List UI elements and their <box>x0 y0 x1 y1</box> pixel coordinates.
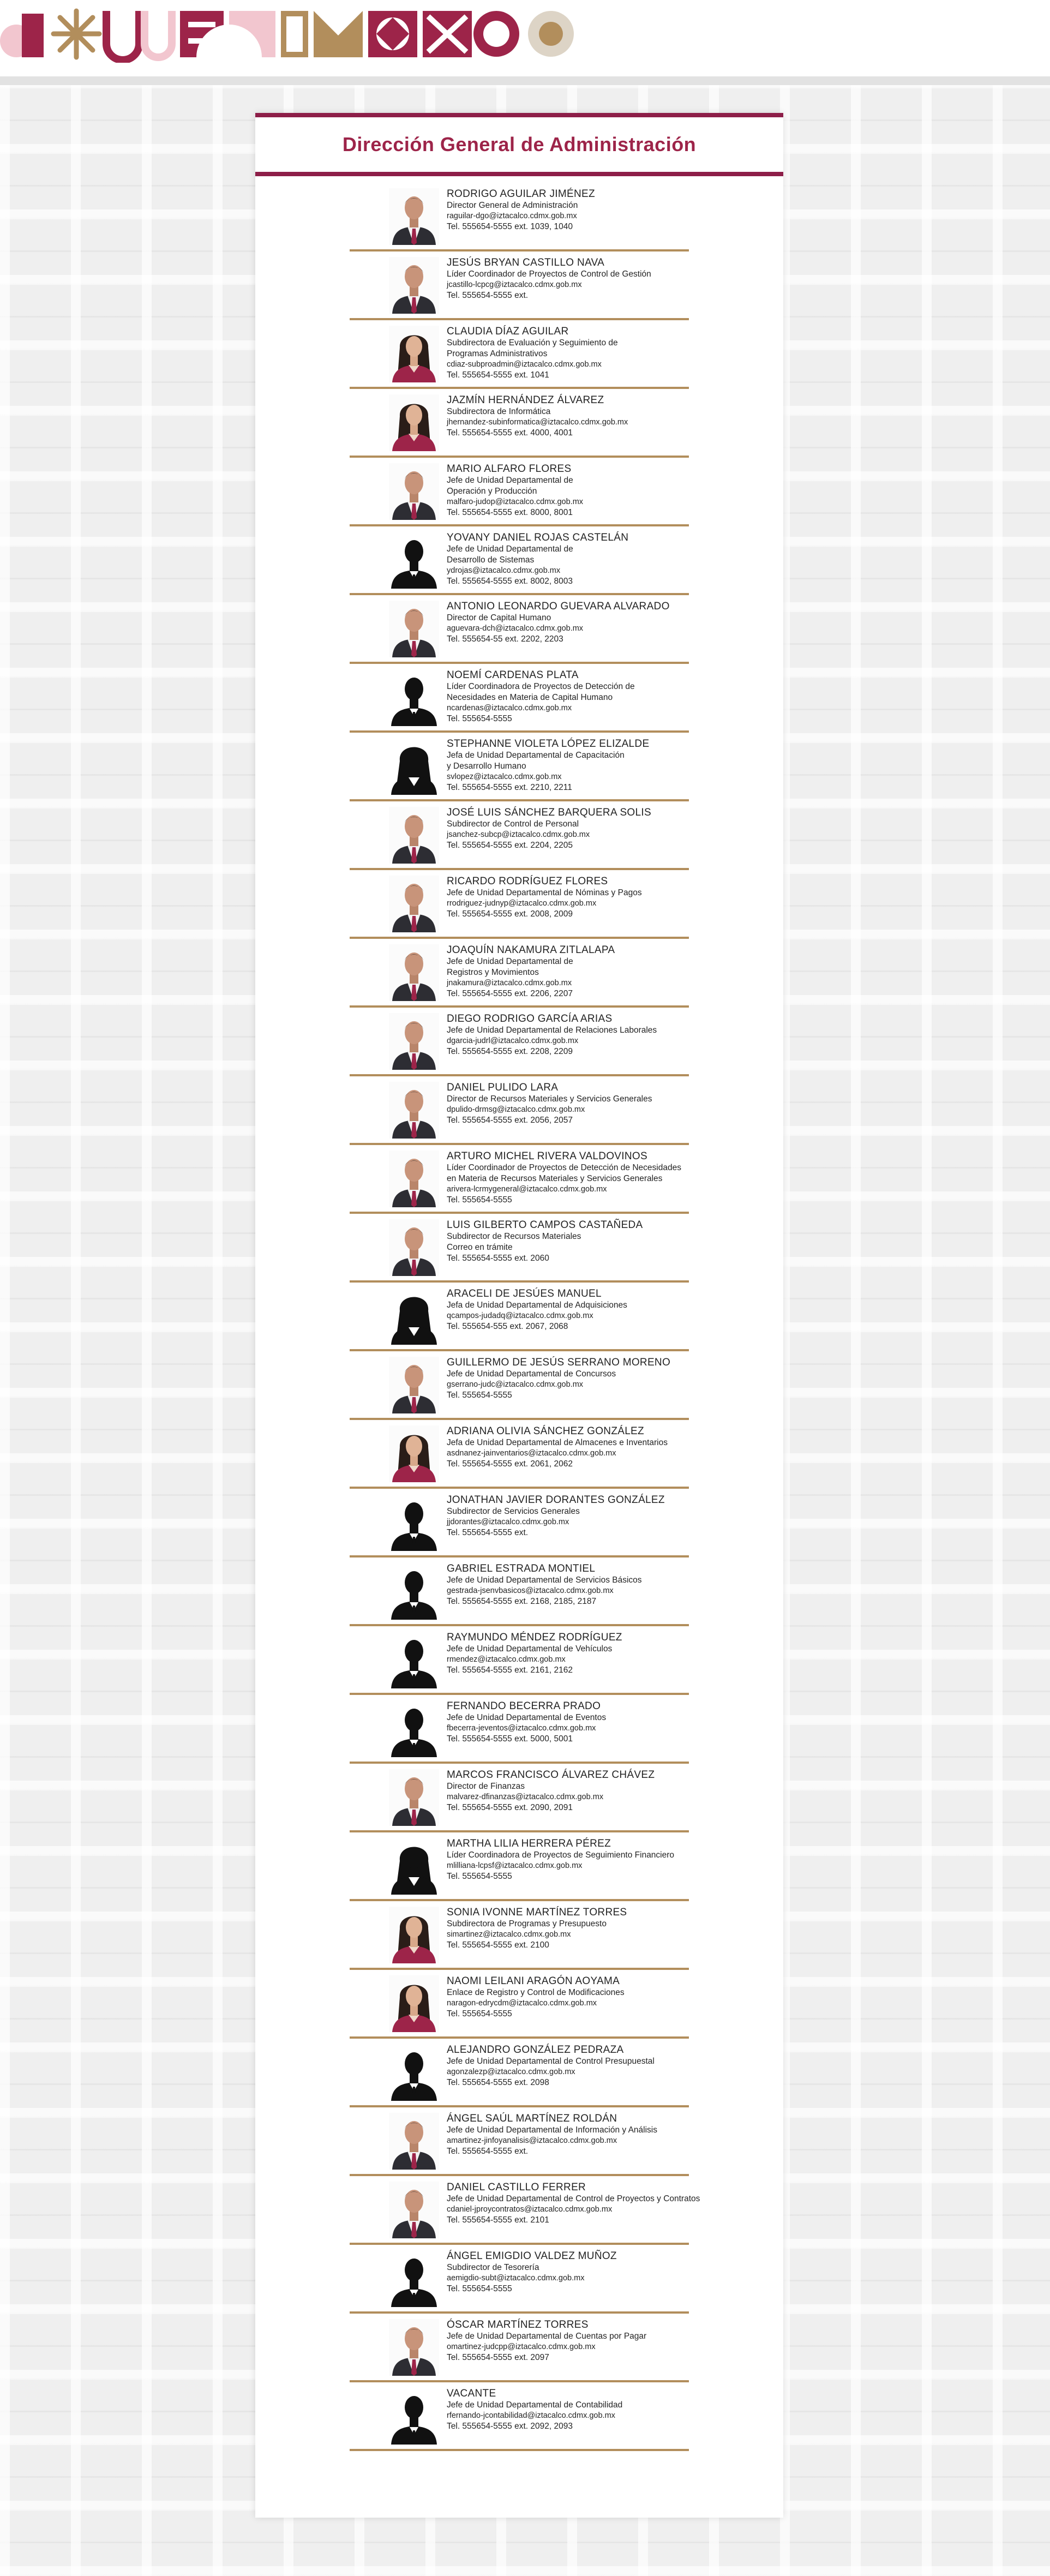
staff-position: Líder Coordinador de Proyectos de Detección de Necesidades <box>447 1163 681 1172</box>
staff-name: GABRIEL ESTRADA MONTIEL <box>447 1563 596 1574</box>
directory-panel <box>255 113 783 2518</box>
staff-info <box>447 1288 689 1332</box>
staff-position: Correo en trámite <box>447 1243 513 1252</box>
staff-info <box>447 1494 689 1538</box>
staff-email[interactable]: arivera-lcrmygeneral@iztacalco.cdmx.gob.mx <box>447 1185 607 1194</box>
staff-position: Jefe de Unidad Departamental de Control de Proyectos y Contratos <box>447 2194 700 2203</box>
staff-name: NAOMI LEILANI ARAGÓN AOYAMA <box>447 1975 620 1987</box>
staff-name: ÁNGEL EMIGDIO VALDEZ MUÑOZ <box>447 2250 617 2262</box>
staff-list <box>255 183 783 2451</box>
staff-phone: Tel. 555654-5555 ext. <box>447 2147 529 2156</box>
staff-card <box>350 183 689 251</box>
staff-photo <box>389 2388 439 2445</box>
staff-photo <box>389 669 439 726</box>
staff-position: Subdirectora de Informática <box>447 407 551 416</box>
staff-name: DIEGO RODRIGO GARCÍA ARIAS <box>447 1013 613 1025</box>
staff-name: ALEJANDRO GONZÁLEZ PEDRAZA <box>447 2044 624 2056</box>
staff-name: ÓSCAR MARTÍNEZ TORRES <box>447 2319 589 2331</box>
staff-email[interactable]: cdaniel-jproycontratos@iztacalco.cdmx.gob.mx <box>447 2205 613 2214</box>
staff-card <box>350 1764 689 1832</box>
staff-photo <box>389 1288 439 1345</box>
staff-card <box>350 2039 689 2107</box>
staff-photo <box>389 738 439 795</box>
staff-photo <box>389 1907 439 1963</box>
staff-phone: Tel. 555654-5555 ext. 2210, 2211 <box>447 783 572 792</box>
staff-photo <box>389 944 439 1001</box>
staff-info <box>447 1425 689 1470</box>
staff-card <box>350 2245 689 2314</box>
staff-email[interactable]: cdiaz-subproadmin@iztacalco.cdmx.gob.mx <box>447 360 602 369</box>
staff-info <box>447 669 689 724</box>
staff-email[interactable]: jjdorantes@iztacalco.cdmx.gob.mx <box>447 1518 569 1526</box>
staff-info <box>447 1632 689 1676</box>
staff-position: Director General de Administración <box>447 201 578 210</box>
staff-card <box>350 1283 689 1351</box>
staff-info <box>447 1907 689 1951</box>
staff-card <box>350 1832 689 1901</box>
staff-photo <box>389 532 439 589</box>
staff-info <box>447 463 689 518</box>
staff-email[interactable]: jsanchez-subcp@iztacalco.cdmx.gob.mx <box>447 830 590 839</box>
staff-info <box>447 944 689 999</box>
staff-email[interactable]: rrodriguez-judnyp@iztacalco.cdmx.gob.mx <box>447 899 597 908</box>
staff-info <box>447 738 689 793</box>
staff-position: en Materia de Recursos Materiales y Servicios Generales <box>447 1174 663 1183</box>
staff-phone: Tel. 555654-5555 ext. 2161, 2162 <box>447 1666 573 1675</box>
staff-card <box>350 1557 689 1626</box>
staff-photo <box>389 1838 439 1895</box>
staff-card <box>350 664 689 733</box>
staff-card <box>350 458 689 526</box>
staff-phone: Tel. 555654-5555 ext. 2206, 2207 <box>447 989 573 998</box>
staff-name: ARTURO MICHEL RIVERA VALDOVINOS <box>447 1151 647 1162</box>
staff-info <box>447 394 689 439</box>
staff-name: NOEMÍ CARDENAS PLATA <box>447 669 579 681</box>
staff-info <box>447 326 689 381</box>
staff-phone: Tel. 555654-5555 ext. 4000, 4001 <box>447 428 573 438</box>
staff-info <box>447 532 689 587</box>
staff-name: MARIO ALFARO FLORES <box>447 463 572 475</box>
staff-phone: Tel. 555654-5555 ext. 2204, 2205 <box>447 841 573 850</box>
staff-info <box>447 2113 689 2157</box>
staff-email[interactable]: fbecerra-jeventos@iztacalco.cdmx.gob.mx <box>447 1724 596 1733</box>
staff-email[interactable]: rmendez@iztacalco.cdmx.gob.mx <box>447 1655 566 1664</box>
staff-info <box>447 257 689 301</box>
staff-card <box>350 1970 689 2039</box>
staff-position: Subdirector de Tesorería <box>447 2263 539 2272</box>
staff-info <box>447 1975 689 2020</box>
staff-position: Jefe de Unidad Departamental de <box>447 476 573 485</box>
staff-info <box>447 807 689 851</box>
staff-photo <box>389 807 439 864</box>
staff-info <box>447 2388 689 2432</box>
staff-info <box>447 2182 700 2226</box>
staff-position: Subdirectora de Programas y Presupuesto <box>447 1919 607 1928</box>
staff-position: Subdirectora de Evaluación y Seguimiento de <box>447 338 618 348</box>
staff-photo <box>389 1425 439 1482</box>
staff-position: Subdirector de Control de Personal <box>447 819 579 829</box>
staff-position: y Desarrollo Humano <box>447 762 526 771</box>
staff-position: Jefe de Unidad Departamental de Concursos <box>447 1369 616 1379</box>
staff-phone: Tel. 555654-5555 <box>447 1391 512 1400</box>
staff-email[interactable]: malvarez-dfinanzas@iztacalco.cdmx.gob.mx <box>447 1793 604 1801</box>
staff-name: ARACELI DE JESÚES MANUEL <box>447 1288 602 1299</box>
staff-position: Director de Capital Humano <box>447 613 551 622</box>
staff-info <box>447 1769 689 1813</box>
staff-card <box>350 1420 689 1489</box>
staff-phone: Tel. 555654-5555 <box>447 1872 512 1881</box>
staff-card <box>350 1351 689 1420</box>
staff-photo <box>389 463 439 520</box>
staff-position: Subdirector de Servicios Generales <box>447 1507 580 1516</box>
staff-email[interactable]: jhernandez-subinformatica@iztacalco.cdmx.gob.mx <box>447 418 628 427</box>
staff-position: Líder Coordinador de Proyectos de Control de Gestión <box>447 269 651 279</box>
staff-phone: Tel. 555654-5555 ext. 8000, 8001 <box>447 508 573 517</box>
staff-phone: Tel. 555654-5555 ext. 2100 <box>447 1940 549 1950</box>
staff-info <box>447 1219 689 1264</box>
staff-position: Jefe de Unidad Departamental de Control Presupuestal <box>447 2057 655 2066</box>
staff-info <box>447 1700 689 1745</box>
page-title: Dirección General de Administración <box>255 113 783 176</box>
staff-phone: Tel. 555654-5555 ext. 5000, 5001 <box>447 1734 573 1744</box>
staff-name: VACANTE <box>447 2388 496 2399</box>
staff-info <box>447 1563 689 1607</box>
staff-info <box>447 2044 689 2088</box>
staff-card <box>350 1008 689 1076</box>
staff-email[interactable]: dgarcia-judrl@iztacalco.cdmx.gob.mx <box>447 1037 579 1045</box>
staff-name: JOAQUÍN NAKAMURA ZITLALAPA <box>447 944 615 956</box>
staff-phone: Tel. 555654-5555 <box>447 2009 512 2018</box>
staff-position: Subdirector de Recursos Materiales <box>447 1232 581 1241</box>
staff-card <box>350 389 689 458</box>
staff-phone: Tel. 555654-5555 ext. 2056, 2057 <box>447 1116 573 1125</box>
staff-name: JONATHAN JAVIER DORANTES GONZÁLEZ <box>447 1494 665 1506</box>
staff-card <box>350 595 689 664</box>
staff-photo <box>389 1219 439 1276</box>
staff-card <box>350 526 689 595</box>
staff-position: Líder Coordinadora de Proyectos de Detección de <box>447 682 635 691</box>
staff-position: Jefe de Unidad Departamental de Nóminas y Pagos <box>447 888 642 897</box>
staff-phone: Tel. 555654-5555 ext. <box>447 291 529 300</box>
staff-email[interactable]: ncardenas@iztacalco.cdmx.gob.mx <box>447 704 572 712</box>
staff-info <box>447 188 689 232</box>
staff-position: Líder Coordinadora de Proyectos de Seguimiento Financiero <box>447 1850 675 1860</box>
staff-info <box>447 876 689 920</box>
staff-info <box>447 1013 689 1057</box>
staff-name: CLAUDIA DÍAZ AGUILAR <box>447 326 569 337</box>
staff-phone: Tel. 555654-5555 ext. 2208, 2209 <box>447 1047 573 1056</box>
staff-photo <box>389 326 439 382</box>
staff-position: Programas Administrativos <box>447 349 548 358</box>
staff-card <box>350 1695 689 1764</box>
staff-position: Director de Finanzas <box>447 1782 525 1791</box>
staff-email[interactable]: aguevara-dch@iztacalco.cdmx.gob.mx <box>447 624 584 633</box>
staff-position: Jefe de Unidad Departamental de Contabilidad <box>447 2400 623 2410</box>
staff-position: Jefa de Unidad Departamental de Adquisiciones <box>447 1301 627 1310</box>
staff-card <box>350 2382 689 2451</box>
staff-name: JAZMÍN HERNÁNDEZ ÁLVAREZ <box>447 394 604 406</box>
staff-name: GUILLERMO DE JESÚS SERRANO MORENO <box>447 1357 671 1368</box>
staff-card <box>350 801 689 870</box>
staff-email[interactable]: rfernando-jcontabilidad@iztacalco.cdmx.gob.mx <box>447 2411 615 2420</box>
staff-email[interactable]: aemigdio-subt@iztacalco.cdmx.gob.mx <box>447 2274 585 2283</box>
staff-position: Jefe de Unidad Departamental de Cuentas por Pagar <box>447 2332 647 2341</box>
staff-phone: Tel. 555654-5555 ext. 1041 <box>447 370 549 380</box>
staff-email[interactable]: mlilliana-lcpsf@iztacalco.cdmx.gob.mx <box>447 1861 583 1870</box>
staff-email[interactable]: raguilar-dgo@iztacalco.cdmx.gob.mx <box>447 212 577 220</box>
staff-phone: Tel. 555654-5555 ext. 2090, 2091 <box>447 1803 573 1812</box>
staff-card <box>350 1626 689 1695</box>
staff-photo <box>389 1013 439 1070</box>
staff-name: ADRIANA OLIVIA SÁNCHEZ GONZÁLEZ <box>447 1425 644 1437</box>
staff-email[interactable]: gserrano-judc@iztacalco.cdmx.gob.mx <box>447 1380 584 1389</box>
staff-photo <box>389 601 439 657</box>
staff-name: RAYMUNDO MÉNDEZ RODRÍGUEZ <box>447 1632 622 1643</box>
staff-position: Desarrollo de Sistemas <box>447 555 535 565</box>
staff-info <box>447 2319 689 2363</box>
staff-phone: Tel. 555654-5555 ext. 2060 <box>447 1254 549 1263</box>
staff-phone: Tel. 555654-5555 ext. <box>447 1528 529 1537</box>
staff-position: Jefe de Unidad Departamental de Relaciones Laborales <box>447 1026 657 1035</box>
staff-position: Jefe de Unidad Departamental de Vehículos <box>447 1644 613 1654</box>
staff-email[interactable]: malfaro-judop@iztacalco.cdmx.gob.mx <box>447 498 584 506</box>
staff-card <box>350 939 689 1008</box>
decorative-shapes-logo <box>0 3 589 63</box>
staff-card <box>350 1901 689 1970</box>
staff-phone: Tel. 555654-55 ext. 2202, 2203 <box>447 634 563 644</box>
staff-card <box>350 2107 689 2176</box>
staff-phone: Tel. 555654-5555 <box>447 1195 512 1205</box>
staff-phone: Tel. 555654-5555 ext. 2097 <box>447 2353 549 2362</box>
staff-photo <box>389 1975 439 2032</box>
staff-phone: Tel. 555654-555 ext. 2067, 2068 <box>447 1322 568 1331</box>
staff-email[interactable]: agonzalezp@iztacalco.cdmx.gob.mx <box>447 2068 575 2076</box>
staff-info <box>447 1151 689 1206</box>
staff-info <box>447 1082 689 1126</box>
staff-email[interactable]: ydrojas@iztacalco.cdmx.gob.mx <box>447 566 561 575</box>
staff-photo <box>389 1357 439 1413</box>
staff-photo <box>389 188 439 245</box>
staff-position: Director de Recursos Materiales y Servicios Generales <box>447 1094 652 1104</box>
staff-name: FERNANDO BECERRA PRADO <box>447 1700 601 1712</box>
staff-info <box>447 601 689 645</box>
staff-phone: Tel. 555654-5555 ext. 2098 <box>447 2078 549 2087</box>
staff-position: Enlace de Registro y Control de Modificaciones <box>447 1988 625 1997</box>
staff-photo <box>389 1700 439 1757</box>
staff-info <box>447 1357 689 1401</box>
staff-name: STEPHANNE VIOLETA LÓPEZ ELIZALDE <box>447 738 650 750</box>
staff-card <box>350 2314 689 2382</box>
staff-name: DANIEL CASTILLO FERRER <box>447 2182 586 2193</box>
staff-name: MARTHA LILIA HERRERA PÉREZ <box>447 1838 611 1849</box>
staff-card <box>350 1145 689 1214</box>
staff-name: ÁNGEL SAÚL MARTÍNEZ ROLDÁN <box>447 2113 617 2124</box>
staff-email[interactable]: amartinez-jinfoyanalisis@iztacalco.cdmx.gob.mx <box>447 2136 617 2145</box>
staff-name: RODRIGO AGUILAR JIMÉNEZ <box>447 188 595 200</box>
staff-email[interactable]: svlopez@iztacalco.cdmx.gob.mx <box>447 772 562 781</box>
staff-phone: Tel. 555654-5555 ext. 2101 <box>447 2215 549 2225</box>
staff-name: DANIEL PULIDO LARA <box>447 1082 559 1093</box>
staff-email[interactable]: gestrada-jsenvbasicos@iztacalco.cdmx.gob.mx <box>447 1586 614 1595</box>
staff-name: SONIA IVONNE MARTÍNEZ TORRES <box>447 1907 627 1918</box>
staff-card <box>350 1489 689 1557</box>
staff-email[interactable]: naragon-edrycdm@iztacalco.cdmx.gob.mx <box>447 1999 597 2008</box>
staff-phone: Tel. 555654-5555 <box>447 2284 512 2293</box>
site-header <box>0 0 1050 85</box>
staff-email[interactable]: omartinez-judcpp@iztacalco.cdmx.gob.mx <box>447 2343 596 2351</box>
staff-card <box>350 733 689 801</box>
staff-name: JESÚS BRYAN CASTILLO NAVA <box>447 257 605 268</box>
staff-photo <box>389 394 439 451</box>
staff-name: MARCOS FRANCISCO ÁLVAREZ CHÁVEZ <box>447 1769 655 1781</box>
staff-email[interactable]: dpulido-drmsg@iztacalco.cdmx.gob.mx <box>447 1105 585 1114</box>
staff-photo <box>389 2113 439 2170</box>
staff-name: ANTONIO LEONARDO GUEVARA ALVARADO <box>447 601 670 612</box>
staff-position: Jefe de Unidad Departamental de Servicios Básicos <box>447 1575 642 1585</box>
staff-position: Operación y Producción <box>447 487 537 496</box>
staff-position: Registros y Movimientos <box>447 968 539 977</box>
staff-position: Jefa de Unidad Departamental de Almacenes e Inventarios <box>447 1438 668 1447</box>
staff-photo <box>389 2319 439 2376</box>
staff-photo <box>389 2044 439 2101</box>
staff-photo <box>389 2250 439 2307</box>
staff-photo <box>389 257 439 314</box>
staff-info <box>447 1838 689 1882</box>
staff-card <box>350 870 689 939</box>
staff-photo <box>389 2182 439 2238</box>
staff-name: LUIS GILBERTO CAMPOS CASTAÑEDA <box>447 1219 643 1231</box>
staff-phone: Tel. 555654-5555 ext. 8002, 8003 <box>447 577 573 586</box>
staff-info <box>447 2250 689 2295</box>
staff-card <box>350 251 689 320</box>
staff-position: Jefe de Unidad Departamental de <box>447 544 573 554</box>
staff-position: Jefe de Unidad Departamental de <box>447 957 573 966</box>
staff-position: Jefe de Unidad Departamental de Eventos <box>447 1713 607 1722</box>
staff-photo <box>389 1632 439 1688</box>
staff-card <box>350 2176 700 2245</box>
staff-email[interactable]: simartinez@iztacalco.cdmx.gob.mx <box>447 1930 571 1939</box>
staff-name: JOSÉ LUIS SÁNCHEZ BARQUERA SOLIS <box>447 807 651 818</box>
staff-photo <box>389 876 439 932</box>
staff-email[interactable]: qcampos-judadq@iztacalco.cdmx.gob.mx <box>447 1311 593 1320</box>
staff-phone: Tel. 555654-5555 <box>447 714 512 723</box>
staff-photo <box>389 1563 439 1620</box>
staff-position: Jefe de Unidad Departamental de Información y Análisis <box>447 2125 657 2135</box>
staff-photo <box>389 1082 439 1139</box>
staff-card <box>350 1214 689 1283</box>
staff-position: Jefa de Unidad Departamental de Capacitación <box>447 751 625 760</box>
staff-phone: Tel. 555654-5555 ext. 2092, 2093 <box>447 2422 573 2431</box>
staff-name: YOVANY DANIEL ROJAS CASTELÁN <box>447 532 629 543</box>
staff-photo <box>389 1151 439 1207</box>
staff-email[interactable]: jnakamura@iztacalco.cdmx.gob.mx <box>447 979 572 987</box>
staff-position: Necesidades en Materia de Capital Humano <box>447 693 613 702</box>
staff-phone: Tel. 555654-5555 ext. 2168, 2185, 2187 <box>447 1597 597 1606</box>
staff-name: RICARDO RODRÍGUEZ FLORES <box>447 876 608 887</box>
staff-email[interactable]: asdnanez-jainventarios@iztacalco.cdmx.gob.mx <box>447 1449 616 1458</box>
staff-photo <box>389 1494 439 1551</box>
staff-card <box>350 320 689 389</box>
staff-phone: Tel. 555654-5555 ext. 2008, 2009 <box>447 909 573 919</box>
staff-photo <box>389 1769 439 1826</box>
staff-phone: Tel. 555654-5555 ext. 2061, 2062 <box>447 1459 573 1469</box>
staff-card <box>350 1076 689 1145</box>
staff-email[interactable]: jcastillo-lcpcg@iztacalco.cdmx.gob.mx <box>447 280 582 289</box>
staff-phone: Tel. 555654-5555 ext. 1039, 1040 <box>447 222 573 231</box>
